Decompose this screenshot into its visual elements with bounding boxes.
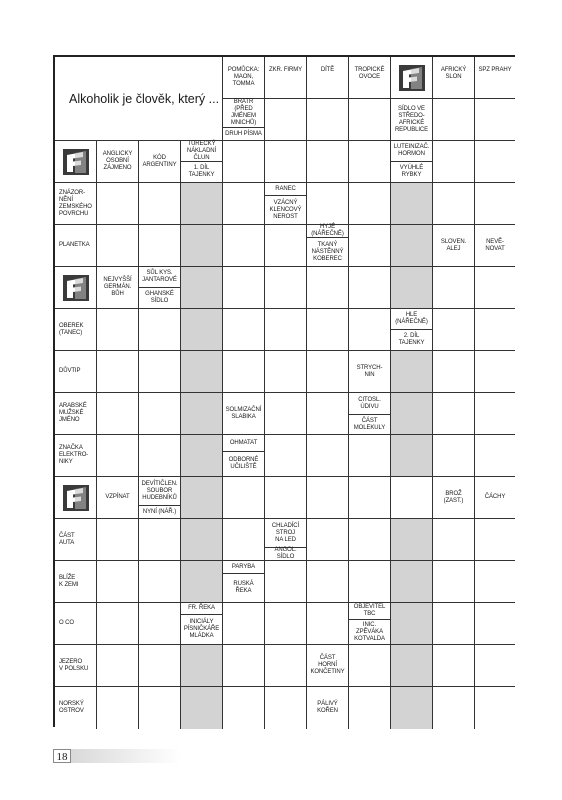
shaded-answer-cell[interactable]: [391, 561, 433, 603]
answer-cell[interactable]: [139, 561, 181, 603]
answer-cell[interactable]: [307, 519, 349, 561]
answer-cell[interactable]: [97, 603, 139, 645]
clue-cell: [139, 267, 181, 309]
answer-cell[interactable]: [97, 687, 139, 729]
clue-text: ZNAČKA ELEKTRO- NIKY: [59, 445, 89, 465]
clue-text: 2. DÍL TAJENKY: [398, 333, 425, 346]
answer-cell[interactable]: [349, 309, 391, 351]
answer-cell[interactable]: [139, 687, 181, 729]
answer-cell[interactable]: [433, 603, 475, 645]
clue-text: PLANETKA: [59, 242, 90, 248]
clue-text: POMŮCKA: MAON, TOMMA: [227, 67, 260, 87]
shaded-answer-cell[interactable]: [391, 435, 433, 477]
answer-cell[interactable]: [433, 183, 475, 225]
shaded-answer-cell[interactable]: [181, 351, 223, 393]
answer-cell[interactable]: [139, 603, 181, 645]
answer-cell[interactable]: [349, 561, 391, 603]
clue-text: TURECKÝ NÁKLADNÍ ČLUN: [181, 141, 222, 162]
answer-cell[interactable]: [349, 477, 391, 519]
answer-cell[interactable]: [97, 351, 139, 393]
answer-cell[interactable]: [475, 393, 515, 435]
answer-cell[interactable]: [139, 393, 181, 435]
answer-cell[interactable]: [475, 351, 515, 393]
clue-text: RUSKÁ ŘEKA: [233, 581, 254, 594]
clue-text: DÍTĚ: [320, 67, 335, 73]
logo-cell: [55, 141, 97, 183]
answer-cell[interactable]: [265, 141, 307, 183]
puzzle-title: Alkoholik je člověk, který ...: [55, 57, 223, 141]
clue-cell: [181, 141, 223, 183]
clue-cell: [55, 183, 97, 225]
answer-cell[interactable]: [97, 309, 139, 351]
clue-cell: [391, 309, 433, 351]
clue-text: SLOVEN. ALEJ: [440, 238, 467, 252]
clue-cell: [349, 351, 391, 393]
answer-cell[interactable]: [265, 393, 307, 435]
clue-text: ČÁST HORNÍ KONČETINY: [310, 655, 345, 675]
clue-text: NYNÍ (NÁŘ.): [142, 508, 177, 515]
answer-cell[interactable]: [433, 687, 475, 729]
clue-cell: [433, 57, 475, 99]
clue-text: PÁLIVÝ KOŘEN: [317, 701, 338, 714]
answer-cell[interactable]: [139, 225, 181, 267]
answer-cell[interactable]: [97, 225, 139, 267]
answer-cell[interactable]: [307, 99, 349, 141]
clue-text: STRYCH- NIN: [356, 364, 383, 378]
answer-cell[interactable]: [307, 393, 349, 435]
clue-cell: [265, 57, 307, 99]
clue-text: CITOSL. ÚDIVU: [349, 393, 390, 415]
clue-text: ODBORNÉ UČILIŠTĚ: [228, 457, 259, 470]
answer-cell[interactable]: [433, 351, 475, 393]
clue-cell: [391, 141, 433, 183]
answer-cell[interactable]: [265, 603, 307, 645]
shaded-answer-cell[interactable]: [391, 183, 433, 225]
clue-text: ČÁCHY: [484, 494, 506, 500]
clue-cell: [55, 645, 97, 687]
answer-cell[interactable]: [475, 309, 515, 351]
answer-cell[interactable]: [223, 309, 265, 351]
answer-cell[interactable]: [139, 183, 181, 225]
clue-text: TROPICKÉ OVOCE: [354, 67, 385, 80]
shaded-answer-cell[interactable]: [181, 477, 223, 519]
answer-cell[interactable]: [265, 225, 307, 267]
answer-cell[interactable]: [223, 183, 265, 225]
clue-cell: [55, 687, 97, 729]
clue-cell: [307, 225, 349, 267]
answer-cell[interactable]: [349, 183, 391, 225]
clue-text: BLÍŽE K ZEMI: [59, 574, 79, 588]
clue-cell: [139, 477, 181, 519]
clue-text: SOLMIZAČNÍ SLABIKA: [225, 406, 262, 420]
answer-cell[interactable]: [97, 435, 139, 477]
shaded-answer-cell[interactable]: [181, 519, 223, 561]
clue-cell: [475, 225, 515, 267]
answer-cell[interactable]: [349, 267, 391, 309]
clue-text: SŮL KYS. JANTAROVÉ: [139, 267, 180, 288]
clue-text: HYJÉ (NÁŘEČNĚ): [307, 225, 348, 238]
answer-cell[interactable]: [265, 687, 307, 729]
answer-cell[interactable]: [475, 561, 515, 603]
f-logo-icon: [63, 275, 89, 301]
shaded-answer-cell[interactable]: [181, 435, 223, 477]
clue-cell: [475, 477, 515, 519]
clue-text: KÓD ARGENTINY: [142, 154, 177, 168]
clue-text: DŮVTIP: [59, 368, 81, 374]
answer-cell[interactable]: [223, 645, 265, 687]
answer-cell[interactable]: [433, 561, 475, 603]
shaded-answer-cell[interactable]: [391, 267, 433, 309]
answer-cell[interactable]: [97, 519, 139, 561]
answer-cell[interactable]: [349, 225, 391, 267]
answer-cell[interactable]: [97, 183, 139, 225]
clue-cell: [55, 309, 97, 351]
shaded-answer-cell[interactable]: [391, 603, 433, 645]
clue-text: TKANÝ NÁSTĚNNÝ KOBEREC: [311, 241, 344, 262]
clue-cell: [265, 183, 307, 225]
logo-cell: [55, 267, 97, 309]
clue-cell: [55, 435, 97, 477]
answer-cell[interactable]: [265, 645, 307, 687]
shaded-answer-cell[interactable]: [391, 645, 433, 687]
clue-text: DRUH PÍSMA: [225, 130, 262, 137]
clue-cell: [433, 225, 475, 267]
clue-text: DEVÍTIČLEN. SOUBOR HUDEBNÍKŮ: [139, 477, 180, 506]
answer-cell[interactable]: [433, 645, 475, 687]
clue-text: RANEC: [265, 183, 306, 196]
clue-cell: [97, 477, 139, 519]
answer-cell[interactable]: [223, 225, 265, 267]
answer-cell[interactable]: [223, 267, 265, 309]
clue-text: FR. ŘEKA: [181, 603, 222, 615]
shaded-answer-cell[interactable]: [181, 645, 223, 687]
clue-cell: [475, 57, 515, 99]
answer-cell[interactable]: [475, 435, 515, 477]
answer-cell[interactable]: [307, 267, 349, 309]
clue-text: PARYBA: [223, 561, 264, 574]
clue-cell: [307, 57, 349, 99]
clue-text: ARABSKÉ MUŽSKÉ JMÉNO: [59, 403, 87, 423]
answer-cell[interactable]: [475, 267, 515, 309]
answer-cell[interactable]: [223, 687, 265, 729]
clue-text: INICIÁLY PÍSNIČKÁŘE MLÁDKA: [183, 619, 220, 639]
clue-text: ZNÁZOR- NĚNÍ ZEMSKÉHO POVRCHU: [59, 189, 92, 217]
shaded-answer-cell[interactable]: [391, 687, 433, 729]
answer-cell[interactable]: [97, 645, 139, 687]
shaded-answer-cell[interactable]: [181, 393, 223, 435]
answer-cell[interactable]: [223, 519, 265, 561]
clue-cell: [181, 603, 223, 645]
answer-cell[interactable]: [475, 183, 515, 225]
answer-cell[interactable]: [223, 603, 265, 645]
clue-cell: [55, 393, 97, 435]
clue-cell: [349, 603, 391, 645]
answer-cell[interactable]: [307, 435, 349, 477]
clue-cell: [55, 561, 97, 603]
clue-text: ANGLICKY OSOBNÍ ZÁJMENO: [102, 151, 133, 171]
answer-cell[interactable]: [391, 477, 433, 519]
shaded-answer-cell[interactable]: [391, 519, 433, 561]
clue-cell: [223, 393, 265, 435]
clue-text: ČÁST AUTA: [59, 532, 75, 546]
answer-cell[interactable]: [307, 477, 349, 519]
clue-cell: [349, 393, 391, 435]
clue-text: SPZ PRAHY: [478, 67, 512, 73]
answer-cell[interactable]: [433, 99, 475, 141]
f-logo-icon: [63, 149, 89, 175]
answer-cell[interactable]: [97, 393, 139, 435]
answer-cell[interactable]: [433, 435, 475, 477]
logo-cell: [55, 477, 97, 519]
answer-cell[interactable]: [265, 477, 307, 519]
answer-cell[interactable]: [265, 351, 307, 393]
clue-text: AFRICKÝ SLON: [440, 67, 467, 80]
clue-cell: [349, 57, 391, 99]
answer-cell[interactable]: [433, 267, 475, 309]
clue-cell: [139, 141, 181, 183]
f-logo-icon: [63, 485, 89, 511]
clue-cell: [223, 99, 265, 141]
answer-cell[interactable]: [433, 309, 475, 351]
clue-cell: [265, 519, 307, 561]
shaded-answer-cell[interactable]: [181, 225, 223, 267]
clue-cell: [55, 225, 97, 267]
answer-cell[interactable]: [139, 435, 181, 477]
clue-cell: [223, 561, 265, 603]
shaded-answer-cell[interactable]: [391, 351, 433, 393]
answer-cell[interactable]: [307, 141, 349, 183]
logo-cell: [391, 57, 433, 99]
clue-text: GHANSKÉ SÍDLO: [145, 291, 174, 304]
answer-cell[interactable]: [139, 351, 181, 393]
page-number: 18: [53, 749, 71, 763]
clue-text: LUTEINIZAČ. HORMON: [391, 141, 432, 162]
clue-text: OBJEVITEL TBC: [349, 603, 390, 620]
clue-text: VZÁCNÝ KLENCOVÝ NEROST: [269, 199, 302, 220]
clue-cell: [223, 57, 265, 99]
answer-cell[interactable]: [475, 99, 515, 141]
f-logo-icon: [399, 65, 425, 91]
answer-cell[interactable]: [349, 99, 391, 141]
answer-cell[interactable]: [349, 141, 391, 183]
answer-cell[interactable]: [433, 141, 475, 183]
clue-text: OHMATAT: [223, 435, 264, 452]
clue-text: BROŽ (ZAST.): [443, 490, 464, 504]
answer-cell[interactable]: [139, 519, 181, 561]
clue-text: VYÚHLÉ RYBKY: [399, 165, 424, 178]
answer-cell[interactable]: [475, 687, 515, 729]
clue-cell: [97, 267, 139, 309]
shaded-answer-cell[interactable]: [391, 225, 433, 267]
clue-cell: [223, 435, 265, 477]
clue-cell: [391, 99, 433, 141]
shaded-answer-cell[interactable]: [181, 309, 223, 351]
answer-cell[interactable]: [139, 309, 181, 351]
answer-cell[interactable]: [475, 519, 515, 561]
clue-cell: [55, 603, 97, 645]
answer-cell[interactable]: [349, 645, 391, 687]
answer-cell[interactable]: [433, 519, 475, 561]
clue-text: INIC. ZPĚVÁKA KOTVALDA: [354, 621, 385, 642]
answer-cell[interactable]: [349, 435, 391, 477]
clue-text: NEJVYŠŠÍ GERMÁN. BŮH: [103, 277, 132, 297]
shaded-answer-cell[interactable]: [181, 267, 223, 309]
clue-text: JEZERO V POLSKU: [59, 658, 89, 672]
clue-text: CHLADÍCÍ STROJ NA LED: [265, 519, 306, 548]
clue-cell: [55, 519, 97, 561]
clue-cell: [307, 687, 349, 729]
answer-cell[interactable]: [97, 561, 139, 603]
shaded-answer-cell[interactable]: [391, 393, 433, 435]
answer-cell[interactable]: [265, 267, 307, 309]
clue-text: ZKR. FIRMY: [269, 67, 302, 73]
crossword-grid: [53, 55, 515, 727]
answer-cell[interactable]: [223, 477, 265, 519]
answer-cell[interactable]: [475, 603, 515, 645]
clue-text: O CO: [59, 620, 74, 626]
clue-cell: [433, 477, 475, 519]
clue-text: ANGOL. SÍDLO: [274, 547, 297, 560]
answer-cell[interactable]: [349, 687, 391, 729]
page-number-bar: [71, 749, 181, 763]
answer-cell[interactable]: [223, 141, 265, 183]
answer-cell[interactable]: [265, 99, 307, 141]
clue-text: 1. DÍL TAJENKY: [188, 165, 215, 178]
answer-cell[interactable]: [433, 393, 475, 435]
clue-text: ČÁST MOLEKULY: [353, 417, 386, 431]
clue-text: VZPÍNAT: [105, 494, 130, 500]
clue-text: OBEREK (TANEC): [59, 322, 84, 336]
answer-cell[interactable]: [307, 183, 349, 225]
answer-cell[interactable]: [265, 309, 307, 351]
answer-cell[interactable]: [307, 351, 349, 393]
shaded-answer-cell[interactable]: [181, 561, 223, 603]
clue-text: HLE (NÁŘEČNĚ): [391, 309, 432, 330]
clue-text: NEVĚ- NOVAT: [485, 238, 505, 252]
answer-cell[interactable]: [265, 561, 307, 603]
shaded-answer-cell[interactable]: [181, 183, 223, 225]
answer-cell[interactable]: [307, 561, 349, 603]
answer-cell[interactable]: [307, 309, 349, 351]
clue-text: BRATR (PŘED JMÉNEM MNICHŮ): [223, 99, 264, 128]
answer-cell[interactable]: [265, 435, 307, 477]
answer-cell[interactable]: [223, 351, 265, 393]
clue-cell: [55, 351, 97, 393]
shaded-answer-cell[interactable]: [181, 687, 223, 729]
clue-text: SÍDLO VE STŘEDO- AFRICKÉ REPUBLICE: [394, 105, 429, 133]
clue-cell: [307, 645, 349, 687]
answer-cell[interactable]: [475, 141, 515, 183]
answer-cell[interactable]: [349, 519, 391, 561]
answer-cell[interactable]: [307, 603, 349, 645]
clue-cell: [97, 141, 139, 183]
answer-cell[interactable]: [475, 645, 515, 687]
clue-text: NORSKÝ OSTROV: [59, 701, 84, 714]
answer-cell[interactable]: [139, 645, 181, 687]
